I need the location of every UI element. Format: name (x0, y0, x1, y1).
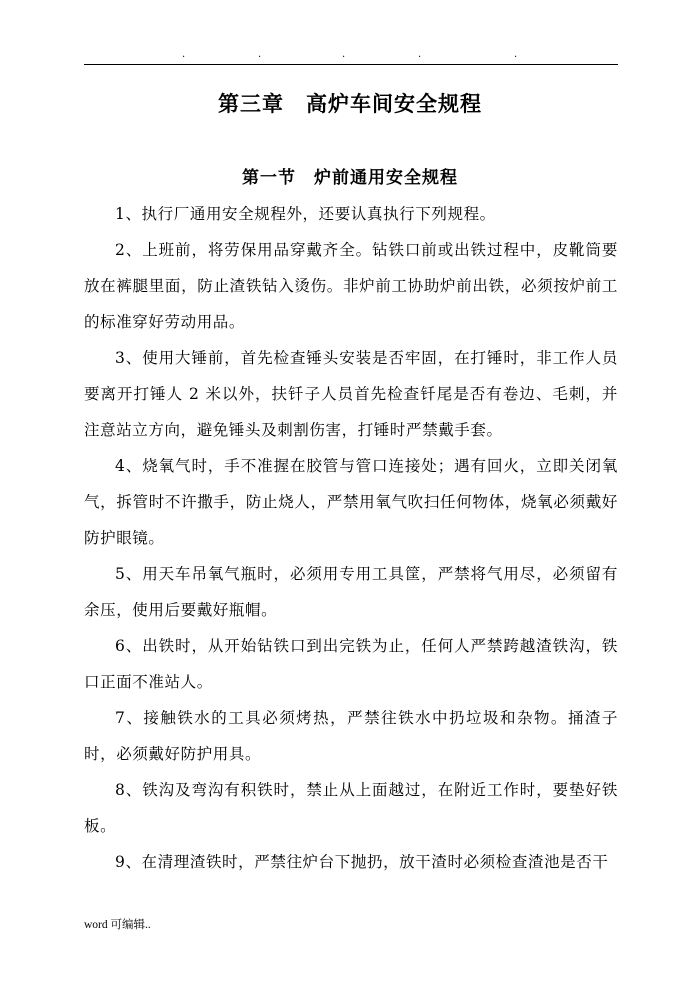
paragraph: 5、用天车吊氧气瓶时，必须用专用工具筐，严禁将气用尽，必须留有余压，使用后要戴好瓶帽。 (84, 565, 618, 619)
paragraph: 3、使用大锤前，首先检查锤头安装是否牢固，在打锤时，非工作人员要离开打锤人 2 米以外，扶钎子人员首先检查钎尾是否有卷边、毛刺，并注意站立方向，避免锤头及刺割伤害，打锤时严禁戴手套。 (84, 349, 618, 439)
header-dot: . (514, 49, 518, 60)
paragraph: 8、铁沟及弯沟有积铁时，禁止从上面越过，在附近工作时，要垫好铁板。 (84, 781, 618, 835)
header-rule (84, 64, 618, 65)
paragraph: 9、在清理渣铁时，严禁往炉台下抛扔，放干渣时必须检查渣池是否干 (115, 853, 609, 871)
header-dot: . (418, 49, 422, 60)
header-dot: . (182, 49, 186, 60)
header-dot: . (342, 49, 346, 60)
page-footer: word 可编辑.. (84, 919, 151, 931)
paragraph: 4、烧氧气时，手不准握在胶管与管口连接处；遇有回火，立即关闭氧气，拆管时不许撒手，防止烧人，严禁用氧气吹扫任何物体，烧氧必须戴好防护眼镜。 (84, 457, 618, 547)
chapter-title: 第三章 高炉车间安全规程 (218, 91, 482, 116)
paragraph: 7、接触铁水的工具必须烤热，严禁往铁水中扔垃圾和杂物。捅渣子时，必须戴好防护用具。 (84, 709, 618, 763)
section-title: 第一节 炉前通用安全规程 (242, 168, 458, 188)
header-dots (84, 50, 618, 64)
header-dot: . (258, 49, 262, 60)
document-body (84, 196, 618, 880)
paragraph: 1、执行厂通用安全规程外，还要认真执行下列规程。 (115, 205, 496, 223)
paragraph: 2、上班前，将劳保用品穿戴齐全。钻铁口前或出铁过程中，皮靴筒要放在裤腿里面，防止渣铁钻入烫伤。非炉前工协助炉前出铁，必须按炉前工的标准穿好劳动用品。 (84, 241, 618, 331)
paragraph: 6、出铁时，从开始钻铁口到出完铁为止，任何人严禁跨越渣铁沟，铁口正面不准站人。 (84, 637, 618, 691)
